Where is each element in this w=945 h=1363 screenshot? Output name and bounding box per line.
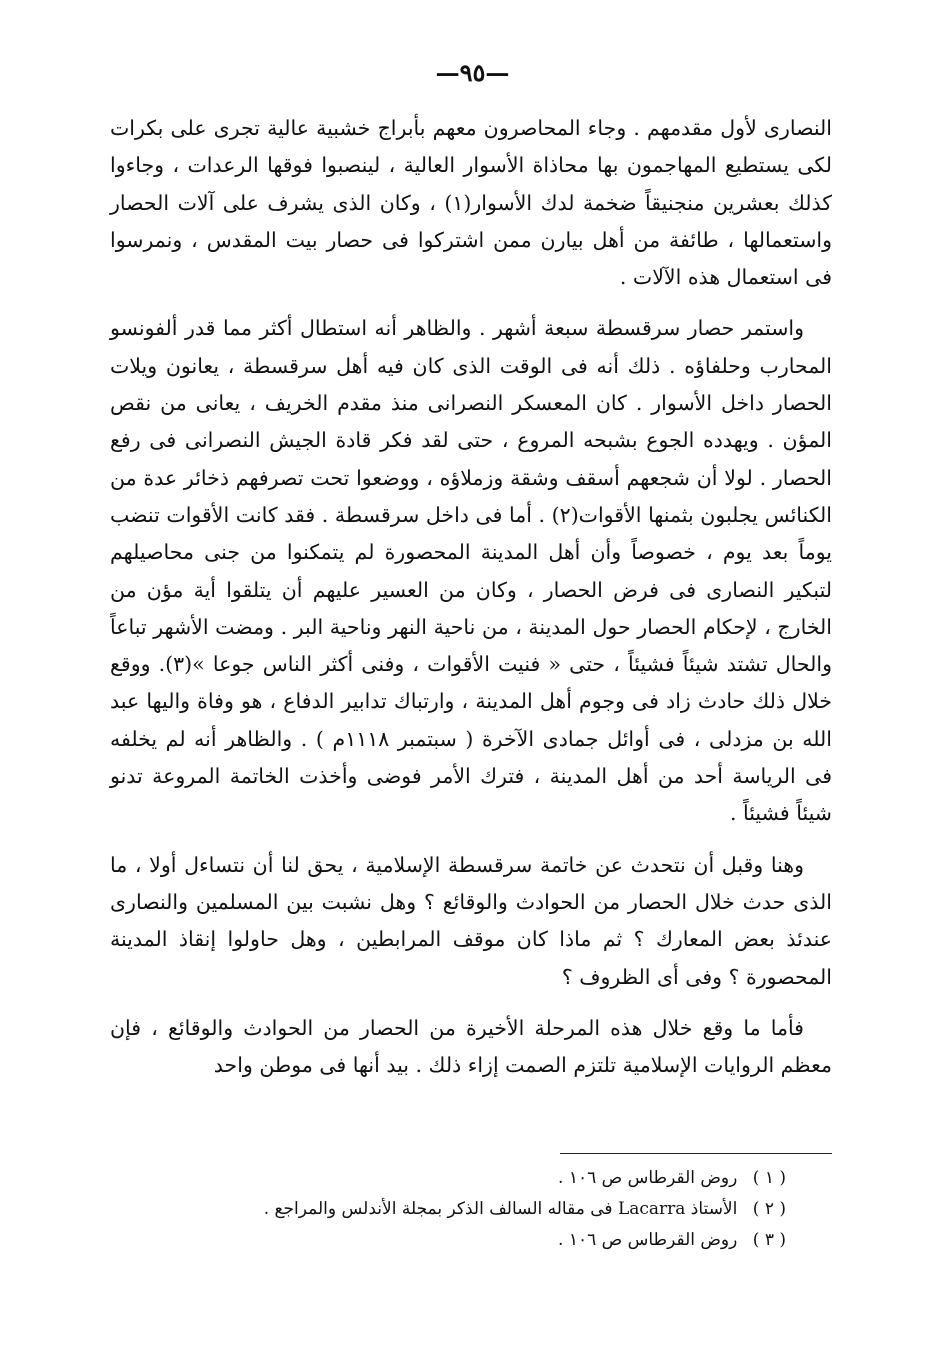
paragraph: فأما ما وقع خلال هذه المرحلة الأخيرة من الحصار من الحوادث والوقائع ، فإن معظم الروايات الإسلامية تلتزم الصمت إزاء ذلك . بيد أنها فى موطن واحد xyxy=(110,1015,832,1078)
page-number: —٩٥— xyxy=(435,58,510,87)
paragraph: وهنا وقبل أن نتحدث عن خاتمة سرقسطة الإسلامية ، يحق لنا أن نتساءل أولا ، ما الذى حدث خلال الحصار من الحوادث والوقائع ؟ وهل نشبت بين المسلمين والنصارى عندئذ بعض المعارك ؟ ثم ماذا كان موقف المرابطين ، وهل حاولوا إنقاذ المدينة المحصورة ؟ وفى أى الظروف ؟ xyxy=(110,852,832,989)
footnote-text: الأستاذ Lacarra فى مقاله السالف الذكر بمجلة الأندلس والمراجع . xyxy=(263,1199,738,1219)
footnote xyxy=(110,1225,786,1256)
footnote-number: ( ١ ) xyxy=(752,1168,786,1188)
footnote-number: ( ٢ ) xyxy=(752,1199,786,1219)
footnote-divider xyxy=(560,1153,832,1154)
footnote-text: روض القرطاس ص ١٠٦ . xyxy=(558,1230,738,1250)
footnote xyxy=(110,1163,786,1194)
footnote xyxy=(110,1194,786,1225)
paragraph: واستمر حصار سرقسطة سبعة أشهر . والظاهر أنه استطال أكثر مما قدر ألفونسو المحارب وحلفاؤه . ذلك أنه فى الوقت الذى كان فيه أهل سرقسطة ، يعانون ويلات الحصار داخل الأسوار . كان المعسكر النصرانى منذ مقدم الخريف ، يعانى من نقص المؤن . ويهدده الجوع بشبحه المروع ، حتى لقد فكر قادة الجيش النصرانى فى رفع الحصار . لولا أن شجعهم أسقف وشقة وزملاؤه ، ووضعوا تحت تصرفهم ذخائر عدة من الكنائس يجلبون بثمنها الأقوات(٢) . أما فى داخل سرقسطة . فقد كانت الأقوات تنضب يوماً بعد يوم ، خصوصاً وأن أهل المدينة المحصورة لم يتمكنوا من جنى محاصيلهم لتبكير النصارى فى فرض الحصار ، وكان من العسير عليهم أن يتلقوا أية مؤن من الخارج ، لإحكام الحصار حول المدينة ، من ناحية النهر وناحية البر . ومضت الأشهر تباعاً والحال تشتد شيئاً فشيئاً ، حتى « فنيت الأقوات ، وفنى أكثر الناس جوعا »(٣). ووقع خلال ذلك حادث زاد فى وجوم أهل المدينة ، وارتباك تدابير الدفاع ، هو وفاة واليها عبد الله بن مزدلى ، فى أوائل جمادى الآخرة ( سبتمبر ١١١٨م ) . والظاهر أنه لم يخلفه فى الرياسة أحد من أهل المدينة ، فترك الأمر فوضى وأخذت الخاتمة المروعة تدنو شيئاً فشيئاً . xyxy=(110,316,833,826)
body-text xyxy=(110,110,832,1098)
footnotes xyxy=(110,1163,786,1256)
footnote-number: ( ٣ ) xyxy=(752,1230,786,1250)
footnote-text: روض القرطاس ص ١٠٦ . xyxy=(558,1168,738,1188)
paragraph: النصارى لأول مقدمهم . وجاء المحاصرون معهم بأبراج خشبية عالية تجرى على بكرات لكى يستطيع المهاجمون بها محاذاة الأسوار العالية ، لينصبوا فوقها الرعدات ، وجاءوا كذلك بعشرين منجنيقاً ضخمة لدك الأسوار(١) ، وكان الذى يشرف على آلات الحصار واستعمالها ، طائفة من أهل بيارن ممن اشتركوا فى حصار بيت المقدس ، ونمرسوا فى استعمال هذه الآلات . xyxy=(110,116,832,290)
